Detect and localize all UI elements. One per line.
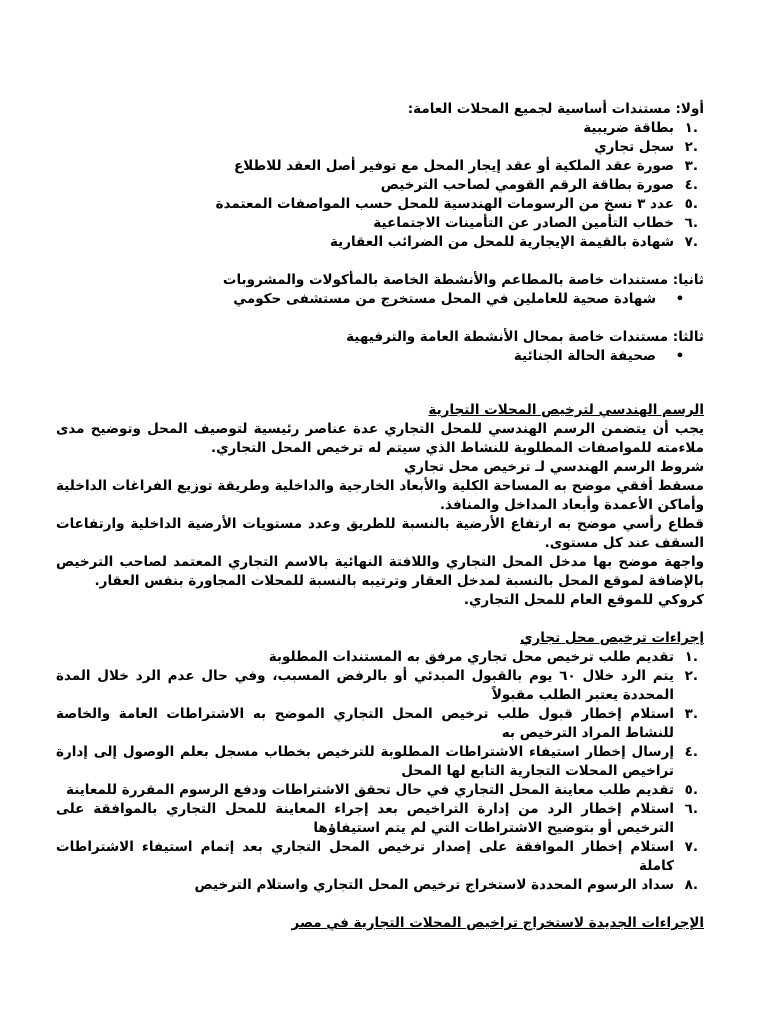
list-item (56, 138, 704, 157)
list-text: صورة عقد الملكية أو عقد إيجار المحل مع توفير أصل العقد للاطلاع (234, 158, 674, 174)
list-item (56, 290, 704, 309)
list-item (56, 876, 704, 895)
list-text: بطاقة ضريبية (583, 120, 674, 136)
section3-title: ثالثا: مستندات خاصة بمحال الأنشطة العامة والترفيهية (346, 329, 704, 345)
list-item (56, 233, 704, 252)
section2-list (56, 290, 704, 309)
list-number: .١ (684, 649, 698, 665)
list-item (56, 667, 704, 705)
list-item (56, 705, 704, 743)
list-number: .٦ (684, 801, 698, 817)
list-text: خطاب التأمين الصادر عن التأمينات الاجتماعية (373, 215, 674, 231)
list-item (56, 195, 704, 214)
list-number: .٨ (684, 877, 698, 893)
list-text: يتم الرد خلال ٦٠ يوم بالقبول المبدئي أو بالرفض المسبب، وفي حال عدم الرد خلال المدة المحددة يعتبر الطلب مقبولاً (56, 668, 674, 703)
list-item (56, 157, 704, 176)
list-item (56, 838, 704, 876)
list-text: عدد ٣ نسخ من الرسومات الهندسية للمحل حسب المواصفات المعتمدة (215, 196, 674, 212)
list-text: استلام إخطار الرد من إدارة التراخيص بعد إجراء المعاينة للمحل التجاري بالموافقة على الترخيص أو بتوضيح الاشتراطات التي لم يتم استيفاؤها (56, 801, 674, 836)
spacer (56, 252, 704, 271)
bullet-icon: • (675, 291, 685, 307)
list-number: .١ (684, 120, 698, 136)
list-text: تقديم طلب معاينة المحل التجاري في حال تحقق الاشتراطات ودفع الرسوم المقررة للمعاينة (66, 782, 674, 798)
section1-title: أولا: مستندات أساسية لجميع المحلات العامة: (407, 101, 704, 117)
engineering-title: الرسم الهندسي لترخيص المحلات التجارية (428, 402, 704, 418)
list-number: .٢ (684, 139, 698, 155)
list-number: .٤ (684, 744, 698, 760)
engineering-paragraph: واجهة موضح بها مدخل المحل التجاري واللافتة النهائية بالاسم التجاري المعتمد لصاحب الترخيص بالإضافة لموقع المحل بالنسبة لمدخل العقار وترتيبه بالنسبة للمحلات المجاورة بنفس العقار. (56, 554, 704, 589)
list-item (56, 347, 704, 366)
list-item (56, 800, 704, 838)
list-text: سجل تجاري (594, 139, 674, 155)
list-item (56, 648, 704, 667)
list-number: .٣ (684, 706, 698, 722)
list-text: استلام إخطار قبول طلب ترخيص المحل التجاري الموضح به الاشتراطات العامة والخاصة للنشاط المراد الترخيص به (56, 706, 674, 741)
document-page (56, 100, 704, 933)
procedures-list (56, 648, 704, 895)
list-number: .٤ (684, 177, 698, 193)
engineering-paragraph: قطاع رأسي موضح به ارتفاع الأرضية بالنسبة للطريق وعدد مستويات الأرضية الداخلية وارتفاعات السقف عند كل مستوى. (56, 516, 704, 551)
list-text: صحيفة الحالة الجنائية (513, 348, 656, 364)
list-item (56, 119, 704, 138)
list-text: إرسال إخطار استيفاء الاشتراطات المطلوبة للترخيص بخطاب مسجل بعلم الوصول إلى إدارة تراخيص المحلات التجارية التابع لها المحل (56, 744, 674, 779)
list-item (56, 176, 704, 195)
section1-list (56, 119, 704, 252)
section2-title: ثانيا: مستندات خاصة بالمطاعم والأنشطة الخاصة بالمأكولات والمشروبات (222, 272, 704, 288)
new-procedures-title: الإجراءات الجديدة لاستخراج تراخيص المحلات التجارية في مصر (291, 915, 704, 931)
list-item (56, 214, 704, 233)
list-number: .٢ (684, 668, 698, 684)
list-text: تقديم طلب ترخيص محل تجاري مرفق به المستندات المطلوبة (268, 649, 674, 665)
procedures-title: إجراءات ترخيص محل تجاري (520, 630, 704, 646)
list-number: .٧ (684, 234, 698, 250)
engineering-paragraph: كروكي للموقع العام للمحل التجاري. (463, 592, 704, 608)
list-text: صورة بطاقة الرقم القومي لصاحب الترخيص (380, 177, 674, 193)
bullet-icon: • (675, 348, 685, 364)
engineering-paragraph: شروط الرسم الهندسي لـ ترخيص محل تجاري (403, 459, 704, 475)
spacer (56, 309, 704, 328)
list-number: .٦ (684, 215, 698, 231)
engineering-paragraph: مسقط أفقي موضح به المساحة الكلية والأبعاد الخارجية والداخلية وطريقة توزيع الفراغات الداخلية وأماكن الأعمدة وأبعاد المداخل والمنافذ. (56, 478, 704, 513)
list-text: شهادة صحية للعاملين في المحل مستخرج من مستشفى حكومي (233, 291, 656, 307)
list-text: شهادة بالقيمة الإيجارية للمحل من الضرائب العقارية (329, 234, 674, 250)
list-item (56, 781, 704, 800)
spacer (56, 895, 704, 914)
list-item (56, 743, 704, 781)
list-text: سداد الرسوم المحددة لاستخراج ترخيص المحل التجاري واستلام الترخيص (194, 877, 674, 893)
engineering-paragraph: يجب أن يتضمن الرسم الهندسي للمحل التجاري عدة عناصر رئيسية لتوصيف المحل وتوضيح مدى ملاءمته للمواصفات المطلوبة للنشاط الذي سيتم له ترخيص المحل التجاري. (56, 421, 704, 456)
list-text: استلام إخطار الموافقة على إصدار ترخيص المحل التجاري بعد إتمام استيفاء الاشتراطات كاملة (56, 839, 674, 874)
list-number: .٣ (684, 158, 698, 174)
list-number: .٥ (684, 196, 698, 212)
spacer (56, 366, 704, 385)
spacer (56, 385, 704, 401)
list-number: .٧ (684, 839, 698, 855)
list-number: .٥ (684, 782, 698, 798)
section3-list (56, 347, 704, 366)
spacer (56, 610, 704, 629)
